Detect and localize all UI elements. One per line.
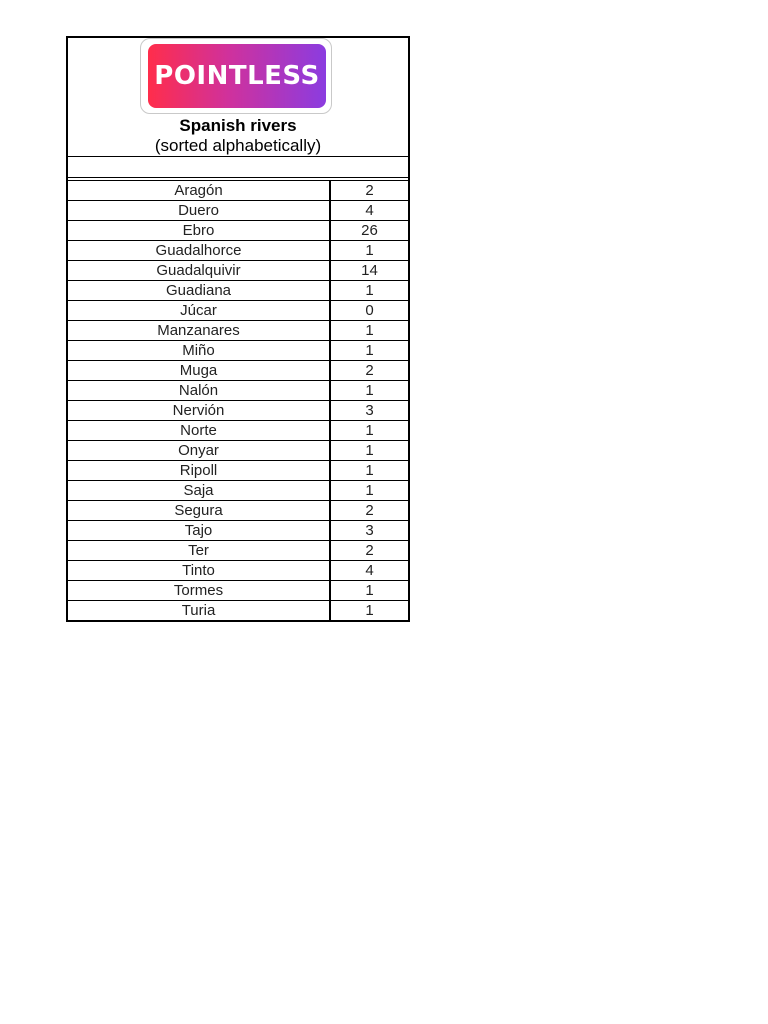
river-name-cell: Ebro (68, 221, 331, 240)
score-cell: 1 (365, 282, 374, 299)
river-name-cell: Nervión (68, 401, 331, 420)
score-cell: 2 (365, 542, 374, 559)
river-name-cell: Duero (68, 201, 331, 220)
table-row (68, 361, 408, 381)
score-cell: 0 (365, 302, 374, 319)
table-row (68, 601, 408, 620)
river-name-cell: Aragón (68, 181, 331, 200)
river-name-cell: Nalón (68, 381, 331, 400)
table-row (68, 541, 408, 561)
river-name-cell: Guadalquivir (68, 261, 331, 280)
score-cell: 4 (365, 202, 374, 219)
score-cell: 2 (365, 502, 374, 519)
table-body (68, 181, 408, 620)
score-cell: 1 (365, 422, 374, 439)
table-row (68, 301, 408, 321)
table-title (68, 116, 408, 156)
table-row (68, 261, 408, 281)
river-name-cell: Guadiana (68, 281, 331, 300)
table-row (68, 421, 408, 441)
score-cell: 14 (361, 262, 378, 279)
table-row (68, 501, 408, 521)
river-name-cell: Norte (68, 421, 331, 440)
score-cell: 4 (365, 562, 374, 579)
river-name-cell: Manzanares (68, 321, 331, 340)
river-name-cell: Muga (68, 361, 331, 380)
river-name-cell: Turia (68, 601, 331, 620)
score-cell: 1 (365, 342, 374, 359)
table-header (68, 38, 408, 157)
score-cell: 2 (365, 362, 374, 379)
river-name-cell: Júcar (68, 301, 331, 320)
score-cell: 1 (365, 322, 374, 339)
score-cell: 3 (365, 402, 374, 419)
logo-text: POINTLESS (154, 61, 320, 91)
table-row (68, 241, 408, 261)
score-cell: 26 (361, 222, 378, 239)
river-name-cell: Miño (68, 341, 331, 360)
title-main: Spanish rivers (179, 116, 297, 135)
table-row (68, 401, 408, 421)
river-name-cell: Ter (68, 541, 331, 560)
river-name-cell: Ripoll (68, 461, 331, 480)
river-name-cell: Guadalhorce (68, 241, 331, 260)
logo-badge (148, 44, 326, 108)
river-name-cell: Tinto (68, 561, 331, 580)
score-cell: 1 (365, 602, 374, 619)
table-row (68, 441, 408, 461)
score-cell: 2 (365, 182, 374, 199)
table-row (68, 281, 408, 301)
table-row (68, 341, 408, 361)
score-cell: 1 (365, 382, 374, 399)
score-cell: 1 (365, 582, 374, 599)
score-cell: 1 (365, 462, 374, 479)
table-row (68, 461, 408, 481)
river-name-cell: Tormes (68, 581, 331, 600)
spreadsheet-table (66, 36, 410, 622)
river-name-cell: Segura (68, 501, 331, 520)
table-row (68, 221, 408, 241)
river-name-cell: Onyar (68, 441, 331, 460)
table-row (68, 521, 408, 541)
title-subtitle: (sorted alphabetically) (154, 136, 322, 155)
table-row (68, 181, 408, 201)
score-cell: 1 (365, 242, 374, 259)
score-cell: 1 (365, 442, 374, 459)
score-cell: 3 (365, 522, 374, 539)
table-row (68, 481, 408, 501)
pointless-logo (140, 38, 332, 114)
table-row (68, 201, 408, 221)
table-row (68, 381, 408, 401)
table-row (68, 561, 408, 581)
table-row (68, 581, 408, 601)
river-name-cell: Tajo (68, 521, 331, 540)
score-cell: 1 (365, 482, 374, 499)
river-name-cell: Saja (68, 481, 331, 500)
table-row (68, 321, 408, 341)
blank-row (68, 157, 408, 178)
